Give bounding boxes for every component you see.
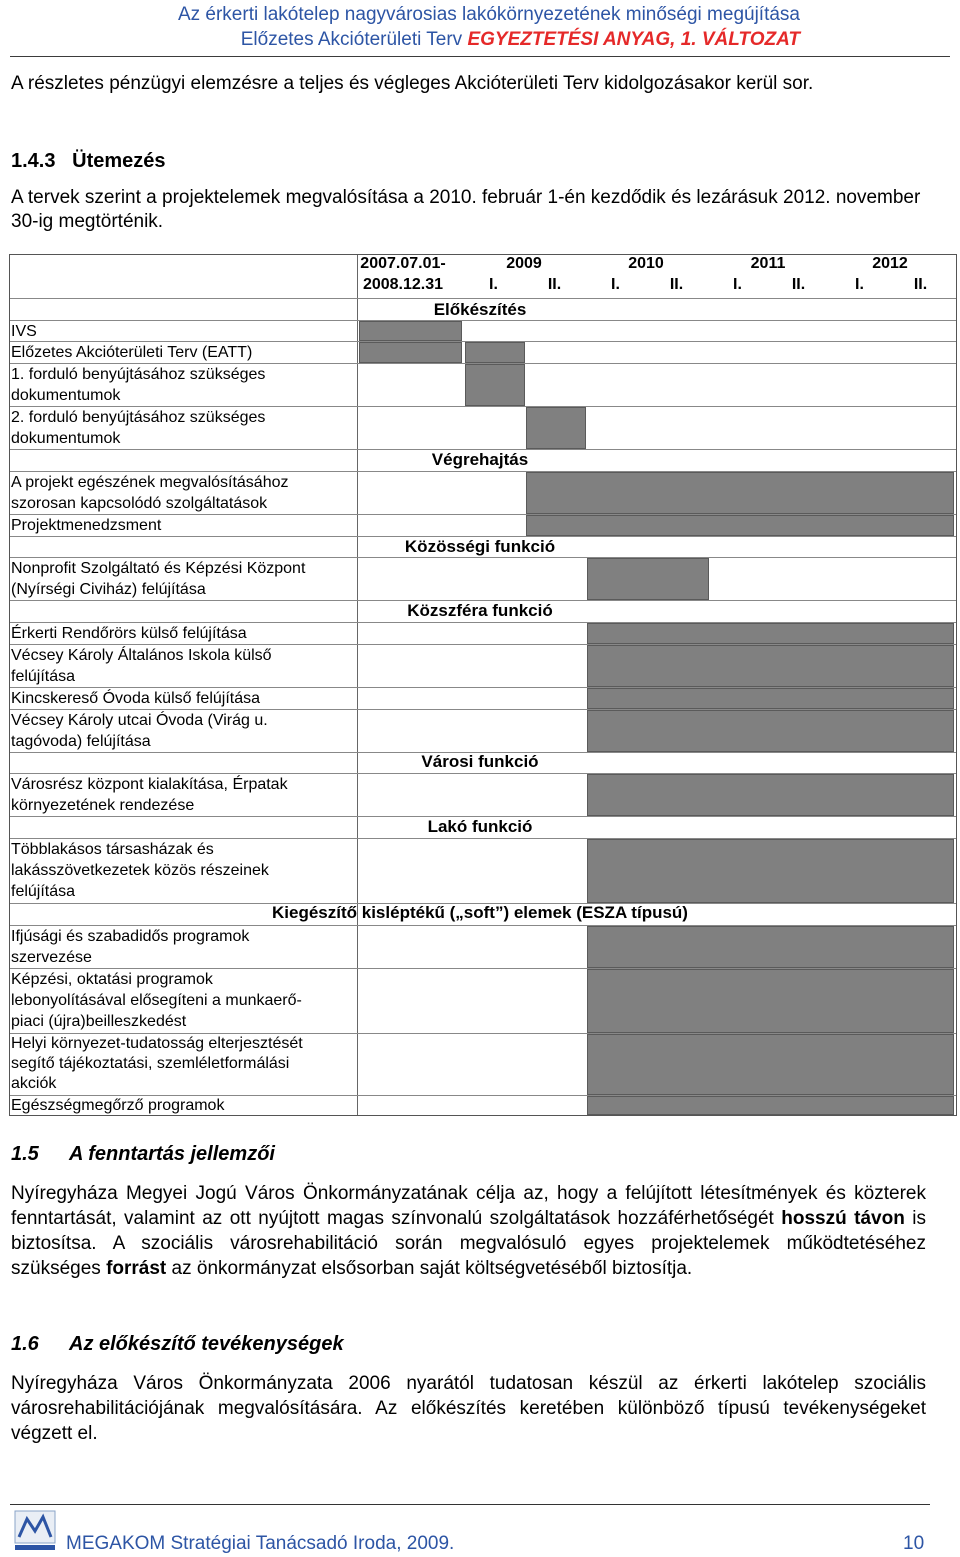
row-label-pm: Projektmenedzsment	[11, 517, 162, 534]
row-label-condo: Többlakásos társasházak és	[11, 841, 214, 858]
gantt-bar	[359, 321, 462, 341]
gantt-bar	[587, 926, 954, 968]
section-public: Közszféra funkció	[407, 601, 553, 620]
label-column-divider	[357, 255, 358, 1115]
row-divider	[10, 903, 956, 904]
gantt-bar	[587, 839, 954, 903]
section-16-number: 1.6	[11, 1333, 39, 1355]
row-label-env-cont: segítő tájékoztatási, szemléletformálási	[11, 1055, 290, 1072]
row-divider	[10, 320, 956, 321]
section-15-title: A fenntartás jellemzői	[69, 1143, 275, 1165]
half-2012-1: I.	[855, 276, 864, 293]
row-label-centre-cont: környezetének rendezése	[11, 797, 195, 814]
gantt-bar	[587, 645, 954, 687]
row-divider	[10, 298, 956, 299]
row-label-nonprofit: Nonprofit Szolgáltató és Képzési Központ	[11, 560, 306, 577]
header-subtitle	[241, 29, 800, 51]
row-label-services: A projekt egészének megvalósításához	[11, 474, 289, 491]
half-2010-2: II.	[669, 276, 684, 293]
half-2009-1: I.	[489, 276, 498, 293]
row-label-condo-cont2: felújítása	[11, 883, 76, 900]
section-urban: Városi funkció	[421, 752, 539, 771]
footer-divider	[10, 1504, 930, 1505]
half-2010-1: I.	[611, 276, 620, 293]
schedule-paragraph: A tervek szerint a projektelemek megvalósítása a 2010. február 1-én kezdődik és lezárásuk 2012. november 30-ig megtörténik.	[11, 187, 921, 232]
row-label-training-cont: lebonyolításával elősegíteni a munkaerő-	[11, 992, 302, 1009]
row-label-health: Egészségmegőrző programok	[11, 1097, 225, 1114]
gantt-bar	[587, 1034, 954, 1095]
gantt-bar	[587, 710, 954, 752]
row-label-condo-cont: lakásszövetkezetek közös részeinek	[11, 862, 269, 879]
row-label-round2-cont: dokumentumok	[11, 430, 121, 447]
row-divider	[10, 449, 956, 450]
row-label-round1: 1. forduló benyújtásához szükséges	[11, 366, 266, 383]
gantt-bar	[587, 774, 954, 816]
row-label-kinder2: Vécsey Károly utcai Óvoda (Virág u.	[11, 712, 268, 729]
row-label-round2: 2. forduló benyújtásához szükséges	[11, 409, 266, 426]
half-2011-2: II.	[791, 276, 806, 293]
year-2010: 2010	[628, 255, 664, 272]
row-label-police: Érkerti Rendőrörs külső felújítása	[11, 625, 247, 642]
row-label-school-cont: felújítása	[11, 668, 76, 685]
col0-line2: 2008.12.31	[362, 276, 444, 293]
row-label-training-cont2: piaci (újra)beilleszkedést	[11, 1013, 187, 1030]
section-143-heading	[11, 150, 166, 173]
half-2011-1: I.	[733, 276, 742, 293]
schedule-table	[9, 254, 957, 1116]
row-label-ivs: IVS	[11, 323, 37, 340]
row-label-centre: Városrész központ kialakítása, Érpatak	[11, 776, 288, 793]
gantt-bar	[526, 407, 586, 449]
header-divider	[10, 56, 950, 57]
section-15-text: az önkormányzat elsősorban saját költségvetéséből biztosítja.	[171, 1258, 693, 1279]
gantt-bar	[587, 623, 954, 644]
footer-org: MEGAKOM Stratégiai Tanácsadó Iroda, 2009.	[66, 1533, 455, 1554]
header-doc-name: Előzetes Akcióterületi Terv	[240, 29, 463, 50]
section-residential: Lakó funkció	[427, 817, 533, 836]
row-label-youth-cont: szervezése	[11, 949, 92, 966]
row-label-round1-cont: dokumentumok	[11, 387, 121, 404]
section-soft: Kiegészítő kisléptékű („soft”) elemek (ESZA típusú)	[272, 903, 688, 922]
gantt-bar	[465, 342, 525, 363]
section-143-number: 1.4.3	[11, 150, 56, 172]
section-16-paragraph: Nyíregyháza Város Önkormányzata 2006 nyarától tudatosan készül az érkerti lakótelep szociális városrehabilitációjának megvalósítására. Az előkészítés keretében különböző típusú tevékenységeket végzett el.	[11, 1373, 926, 1444]
year-2009: 2009	[506, 255, 542, 272]
row-divider	[10, 752, 956, 753]
section-community: Közösségi funkció	[404, 537, 556, 556]
row-label-env: Helyi környezet-tudatosság elterjesztését	[11, 1035, 303, 1052]
section-16-heading	[11, 1333, 344, 1356]
gantt-bar	[587, 688, 954, 709]
gantt-bar	[465, 364, 525, 406]
header-status: EGYEZTETÉSI ANYAG, 1. VÁLTOZAT	[467, 29, 800, 50]
section-15-emphasis: forrást	[106, 1258, 167, 1279]
year-2011: 2011	[750, 255, 786, 272]
row-label-youth: Ifjúsági és szabadidős programok	[11, 928, 250, 945]
section-143-title: Ütemezés	[72, 150, 166, 172]
header-title: Az érkerti lakótelep nagyvárosias lakókörnyezetének minőségi megújítása	[177, 4, 800, 25]
col0-line1: 2007.07.01-	[360, 255, 446, 272]
section-impl: Végrehajtás	[431, 450, 529, 469]
section-15-text: Nyíregyháza Megyei Jogú Város Önkormányzatának célja az, hogy a felújított létesítmények és közterek fenntartását, valamint az ott nyújtott magas színvonalú szolgáltatások hozzáférhetőségét	[11, 1183, 926, 1229]
row-label-kinder2-cont: tagóvoda) felújítása	[11, 733, 151, 750]
row-label-training: Képzési, oktatási programok	[11, 971, 213, 988]
section-15-paragraph	[11, 1181, 926, 1281]
section-15-number: 1.5	[11, 1143, 39, 1165]
footer-page-number: 10	[903, 1533, 925, 1554]
section-15-emphasis: hosszú távon	[781, 1208, 905, 1229]
intro-paragraph: A részletes pénzügyi elemzésre a teljes és végleges Akcióterületi Terv kidolgozásakor kerül sor.	[11, 73, 814, 94]
row-label-env-cont2: akciók	[11, 1075, 57, 1092]
section-15-text: is biztosítsa. A szociális városrehabilitáció során megvalósuló egyes projektelemek működtetéséhez szükséges	[11, 1208, 927, 1279]
row-label-nonprofit-cont: (Nyírségi Civiház) felújítása	[11, 581, 206, 598]
row-divider	[10, 816, 956, 817]
row-label-eatt: Előzetes Akcióterületi Terv (EATT)	[11, 344, 253, 361]
row-label-kinder1: Kincskereső Óvoda külső felújítása	[11, 690, 261, 707]
section-15-heading	[11, 1143, 275, 1166]
row-label-school: Vécsey Károly Általános Iskola külső	[11, 647, 272, 664]
gantt-bar	[587, 558, 709, 600]
gantt-bar	[587, 969, 954, 1033]
section-16-title: Az előkészítő tevékenységek	[69, 1333, 344, 1355]
gantt-bar	[359, 342, 462, 363]
gantt-bar	[526, 472, 954, 514]
half-2012-2: II.	[913, 276, 928, 293]
row-label-services-cont: szorosan kapcsolódó szolgáltatások	[11, 495, 268, 512]
year-2012: 2012	[872, 255, 908, 272]
megakom-logo-icon	[13, 1507, 57, 1553]
half-2009-2: II.	[547, 276, 562, 293]
gantt-bar	[587, 1096, 954, 1115]
section-prep: Előkészítés	[433, 300, 527, 319]
row-divider	[10, 536, 956, 537]
gantt-bar	[526, 515, 954, 536]
row-divider	[10, 600, 956, 601]
